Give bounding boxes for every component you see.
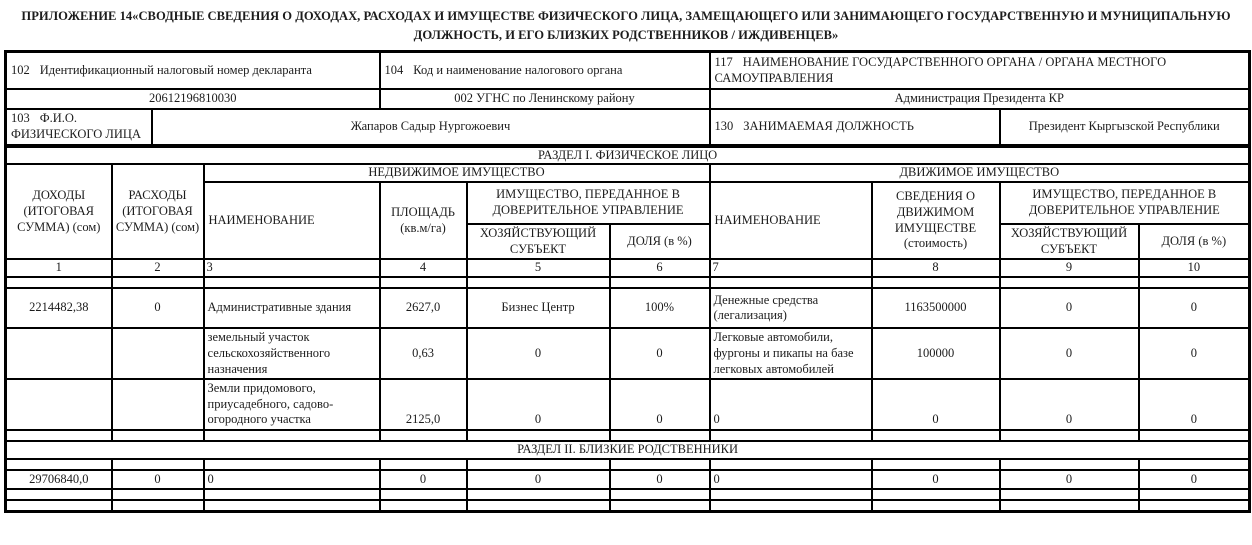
field-104-text: Код и наименование налогового органа <box>413 62 623 77</box>
table-cell <box>1000 500 1139 511</box>
field-117-text: НАИМЕНОВАНИЕ ГОСУДАРСТВЕННОГО ОРГАНА / ОРГАНА МЕСТНОГО САМОУПРАВЛЕНИЯ <box>714 54 1167 85</box>
table-row <box>6 277 1250 288</box>
table-cell: 0 <box>1000 470 1139 490</box>
table-cell: 100% <box>610 288 710 328</box>
table-cell: 0 <box>112 288 204 328</box>
table-cell <box>710 459 872 470</box>
table-cell: 0 <box>710 379 872 430</box>
table-cell: 4 <box>380 259 467 277</box>
col-header-area: ПЛОЩАДЬ (кв.м/га) <box>380 182 467 259</box>
table-cell <box>610 277 710 288</box>
table-cell <box>112 459 204 470</box>
col-header-name-immovable: НАИМЕНОВАНИЕ <box>204 182 380 259</box>
table-cell <box>112 328 204 379</box>
table-cell: 0 <box>204 470 380 490</box>
field-117-value: Администрация Президента КР <box>710 89 1250 109</box>
table-cell: 100000 <box>872 328 1000 379</box>
table-row <box>6 489 1250 500</box>
group-header-trust-movable: ИМУЩЕСТВО, ПЕРЕДАННОЕ В ДОВЕРИТЕЛЬНОЕ УПРАВЛЕНИЕ <box>1000 182 1250 224</box>
section1-title-row <box>6 146 1250 164</box>
table-cell: 1163500000 <box>872 288 1000 328</box>
table-row <box>6 430 1250 441</box>
field-104-label <box>380 51 710 89</box>
table-cell <box>6 277 112 288</box>
col-header-entity-movable: ХОЗЯЙСТВУЮЩИЙ СУБЪЕКТ <box>1000 224 1139 259</box>
group-header-trust-immovable: ИМУЩЕСТВО, ПЕРЕДАННОЕ В ДОВЕРИТЕЛЬНОЕ УПРАВЛЕНИЕ <box>467 182 710 224</box>
table-cell: 3 <box>204 259 380 277</box>
table-cell: 0 <box>610 470 710 490</box>
table-cell <box>204 277 380 288</box>
table-cell: 8 <box>872 259 1000 277</box>
table-cell: 6 <box>610 259 710 277</box>
section2-title: РАЗДЕЛ II. БЛИЗКИЕ РОДСТВЕННИКИ <box>6 441 1250 459</box>
table-cell <box>872 489 1000 500</box>
field-103-text: Ф.И.О. ФИЗИЧЕСКОГО ЛИЦА <box>11 111 141 142</box>
table-cell <box>204 459 380 470</box>
table-cell: 10 <box>1139 259 1250 277</box>
table-cell <box>6 489 112 500</box>
table-cell: 2627,0 <box>380 288 467 328</box>
table-cell: 0 <box>1139 379 1250 430</box>
table-cell <box>112 500 204 511</box>
table-cell: 2214482,38 <box>6 288 112 328</box>
table-cell <box>380 500 467 511</box>
table-cell: Денежные средства (легализация) <box>710 288 872 328</box>
table-cell <box>872 430 1000 441</box>
table-cell: Земли придомового, приусадебного, садово-огородного участка <box>204 379 380 430</box>
field-104-code: 104 <box>384 62 404 77</box>
group-header-movable: ДВИЖИМОЕ ИМУЩЕСТВО <box>710 164 1250 182</box>
table-cell <box>872 277 1000 288</box>
table-cell: 7 <box>710 259 872 277</box>
table-cell: 9 <box>1000 259 1139 277</box>
table-cell <box>1139 277 1250 288</box>
table-cell: 2 <box>112 259 204 277</box>
table-cell: 0 <box>1000 328 1139 379</box>
table-cell: 0 <box>1139 288 1250 328</box>
table-cell <box>467 459 610 470</box>
table-cell <box>6 500 112 511</box>
field-102-code: 102 <box>11 62 30 77</box>
table-cell <box>610 500 710 511</box>
declarant-info-table <box>4 50 1251 147</box>
table-cell <box>467 277 610 288</box>
section1-title: РАЗДЕЛ I. ФИЗИЧЕСКОЕ ЛИЦО <box>6 146 1250 164</box>
table-cell <box>467 500 610 511</box>
col-header-entity-immovable: ХОЗЯЙСТВУЮЩИЙ СУБЪЕКТ <box>467 224 610 259</box>
field-117-label <box>710 51 1250 89</box>
section1-body <box>6 277 1250 441</box>
table-row <box>6 328 1250 379</box>
table-cell: Легковые автомобили, фургоны и пикапы на базе легковых автомобилей <box>710 328 872 379</box>
table-cell: 2125,0 <box>380 379 467 430</box>
field-130-value: Президент Кыргызской Республики <box>1000 109 1250 145</box>
field-130-label <box>710 109 1000 145</box>
table-cell: 0,63 <box>380 328 467 379</box>
table-cell <box>6 459 112 470</box>
table-cell: 0 <box>1139 328 1250 379</box>
col-header-share-movable: ДОЛЯ (в %) <box>1139 224 1250 259</box>
table-cell <box>1000 277 1139 288</box>
table-cell: 0 <box>872 379 1000 430</box>
field-130-text: ЗАНИМАЕМАЯ ДОЛЖНОСТЬ <box>743 119 914 134</box>
table-row <box>6 470 1250 490</box>
table-cell <box>1000 489 1139 500</box>
field-104-value: 002 УГНС по Ленинскому району <box>380 89 710 109</box>
table-cell <box>710 430 872 441</box>
table-cell <box>1000 459 1139 470</box>
table-cell: 1 <box>6 259 112 277</box>
table-cell: 0 <box>1139 470 1250 490</box>
table-cell <box>380 430 467 441</box>
table-row <box>6 459 1250 470</box>
table-cell <box>1139 430 1250 441</box>
table-cell <box>204 430 380 441</box>
field-102-text: Идентификационный налоговый номер декларанта <box>39 62 312 77</box>
table-row <box>6 500 1250 511</box>
table-cell <box>710 489 872 500</box>
table-cell <box>610 489 710 500</box>
table-cell <box>467 489 610 500</box>
table-cell: 0 <box>610 328 710 379</box>
table-cell <box>204 500 380 511</box>
table-cell <box>112 277 204 288</box>
table-cell <box>112 430 204 441</box>
info-person-row <box>6 109 1250 145</box>
field-117-code: 117 <box>714 54 733 69</box>
table-cell: 0 <box>872 470 1000 490</box>
table-cell <box>6 430 112 441</box>
field-102-label <box>6 51 380 89</box>
table-cell: 5 <box>467 259 610 277</box>
table-cell <box>710 500 872 511</box>
table-cell <box>204 489 380 500</box>
column-numbers-body <box>6 259 1250 277</box>
field-130-code: 130 <box>714 119 734 134</box>
table-cell: 0 <box>467 470 610 490</box>
table-cell: 0 <box>467 379 610 430</box>
group-header-row <box>6 164 1250 182</box>
section2-title-row <box>6 441 1250 459</box>
field-102-value: 20612196810030 <box>6 89 380 109</box>
table-cell <box>1139 500 1250 511</box>
table-cell: земельный участок сельскохозяйственного назначения <box>204 328 380 379</box>
col-header-name-movable: НАИМЕНОВАНИЕ <box>710 182 872 259</box>
info-values-row <box>6 89 1250 109</box>
table-cell <box>467 430 610 441</box>
table-cell <box>6 379 112 430</box>
table-cell <box>1000 430 1139 441</box>
col-header-incomes: ДОХОДЫ (ИТОГОВАЯ СУММА) (сом) <box>6 164 112 259</box>
table-cell <box>112 379 204 430</box>
field-103-value: Жапаров Садыр Нургожоевич <box>152 109 710 145</box>
table-cell: 0 <box>1000 288 1139 328</box>
table-cell: 0 <box>610 379 710 430</box>
table-cell <box>872 500 1000 511</box>
col-header-movable-info: СВЕДЕНИЯ О ДВИЖИМОМ ИМУЩЕСТВЕ (стоимость) <box>872 182 1000 259</box>
table-cell: 0 <box>380 470 467 490</box>
table-cell: Административные здания <box>204 288 380 328</box>
table-cell <box>610 430 710 441</box>
table-cell: 0 <box>467 328 610 379</box>
field-103-label <box>6 109 152 145</box>
table-cell <box>380 489 467 500</box>
table-cell: 0 <box>710 470 872 490</box>
table-cell <box>872 459 1000 470</box>
assets-table <box>4 145 1251 513</box>
table-cell <box>710 277 872 288</box>
field-103-code: 103 <box>11 111 30 126</box>
table-cell: 0 <box>1000 379 1139 430</box>
table-cell: Бизнес Центр <box>467 288 610 328</box>
page-title: ПРИЛОЖЕНИЕ 14«СВОДНЫЕ СВЕДЕНИЯ О ДОХОДАХ, РАСХОДАХ И ИМУЩЕСТВЕ ФИЗИЧЕСКОГО ЛИЦА, ЗАМЕЩАЮЩЕГО ИЛИ ЗАНИМАЮЩЕГО ГОСУДАРСТВЕННУЮ И МУНИЦИПАЛЬНУЮ ДОЛЖНОСТЬ, И ЕГО БЛИЗКИХ РОДСТВЕННИКОВ / ИЖДИВЕНЦЕВ» <box>21 9 1231 42</box>
table-row <box>6 259 1250 277</box>
col-header-share-immovable: ДОЛЯ (в %) <box>610 224 710 259</box>
table-cell <box>1139 489 1250 500</box>
table-cell: 29706840,0 <box>6 470 112 490</box>
table-cell <box>112 489 204 500</box>
table-cell <box>380 277 467 288</box>
section2-title-body <box>6 441 1250 459</box>
section2-body <box>6 459 1250 512</box>
col-header-expenses: РАСХОДЫ (ИТОГОВАЯ СУММА) (сом) <box>112 164 204 259</box>
table-cell <box>6 328 112 379</box>
table-cell: 0 <box>112 470 204 490</box>
info-labels-row <box>6 51 1250 89</box>
table-row <box>6 288 1250 328</box>
group-header-immovable: НЕДВИЖИМОЕ ИМУЩЕСТВО <box>204 164 710 182</box>
table-cell <box>610 459 710 470</box>
table-row <box>6 379 1250 430</box>
table-cell <box>1139 459 1250 470</box>
table-cell <box>380 459 467 470</box>
